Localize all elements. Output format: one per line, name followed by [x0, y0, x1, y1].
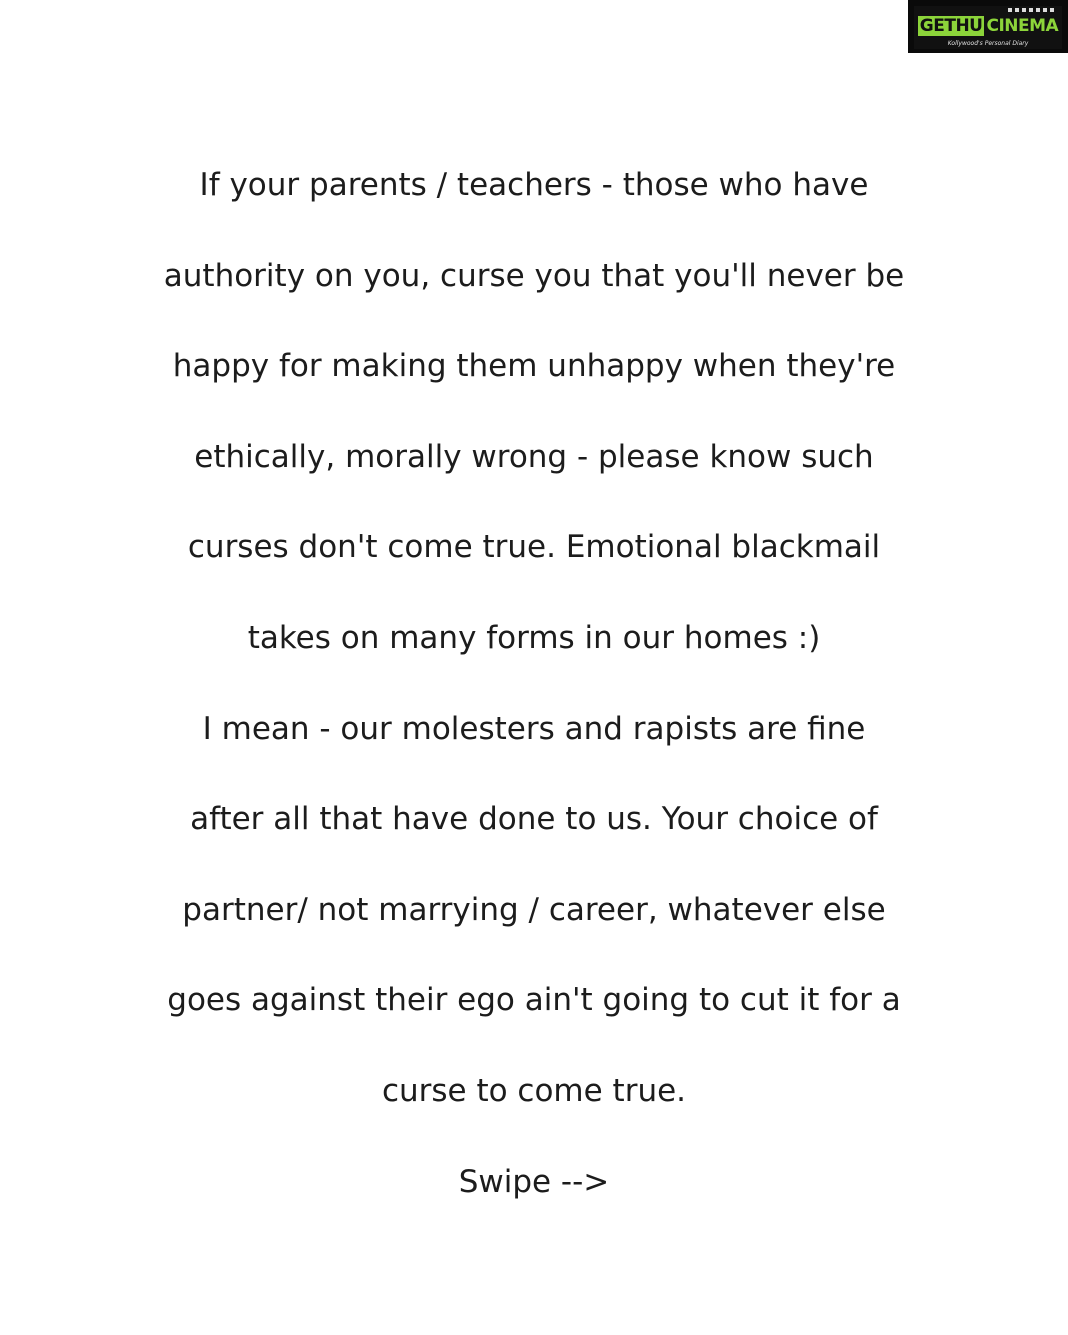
text-line: I mean - our molesters and rapists are fine	[202, 710, 866, 747]
film-strip-icon	[1008, 8, 1056, 12]
text-line: happy for making them unhappy when they're	[172, 348, 896, 385]
logo-word-part1: GETHU	[919, 16, 983, 36]
text-line: curses don't come true. Emotional blackmail	[187, 529, 881, 566]
text-line: authority on you, curse you that you'll never be	[163, 257, 905, 294]
text-line: If your parents / teachers - those who have	[199, 167, 869, 203]
swipe-prompt: Swipe -->	[458, 1163, 610, 1200]
logo-wordmark	[914, 16, 1062, 36]
post-text	[0, 140, 1068, 1227]
logo-word-part2: CINEMA	[986, 16, 1059, 36]
text-line: partner/ not marrying / career, whatever else	[182, 891, 886, 928]
text-line: after all that have done to us. Your choice of	[190, 801, 878, 838]
text-line: goes against their ego ain't going to cut it for a	[167, 982, 901, 1019]
logo-badge	[914, 6, 1062, 49]
logo-tagline: Kollywood's Personal Diary	[947, 40, 1029, 47]
text-line: curse to come true.	[381, 1072, 687, 1109]
text-line: takes on many forms in our homes :)	[247, 619, 821, 656]
watermark-logo	[908, 0, 1068, 53]
text-line: ethically, morally wrong - please know such	[194, 438, 874, 475]
